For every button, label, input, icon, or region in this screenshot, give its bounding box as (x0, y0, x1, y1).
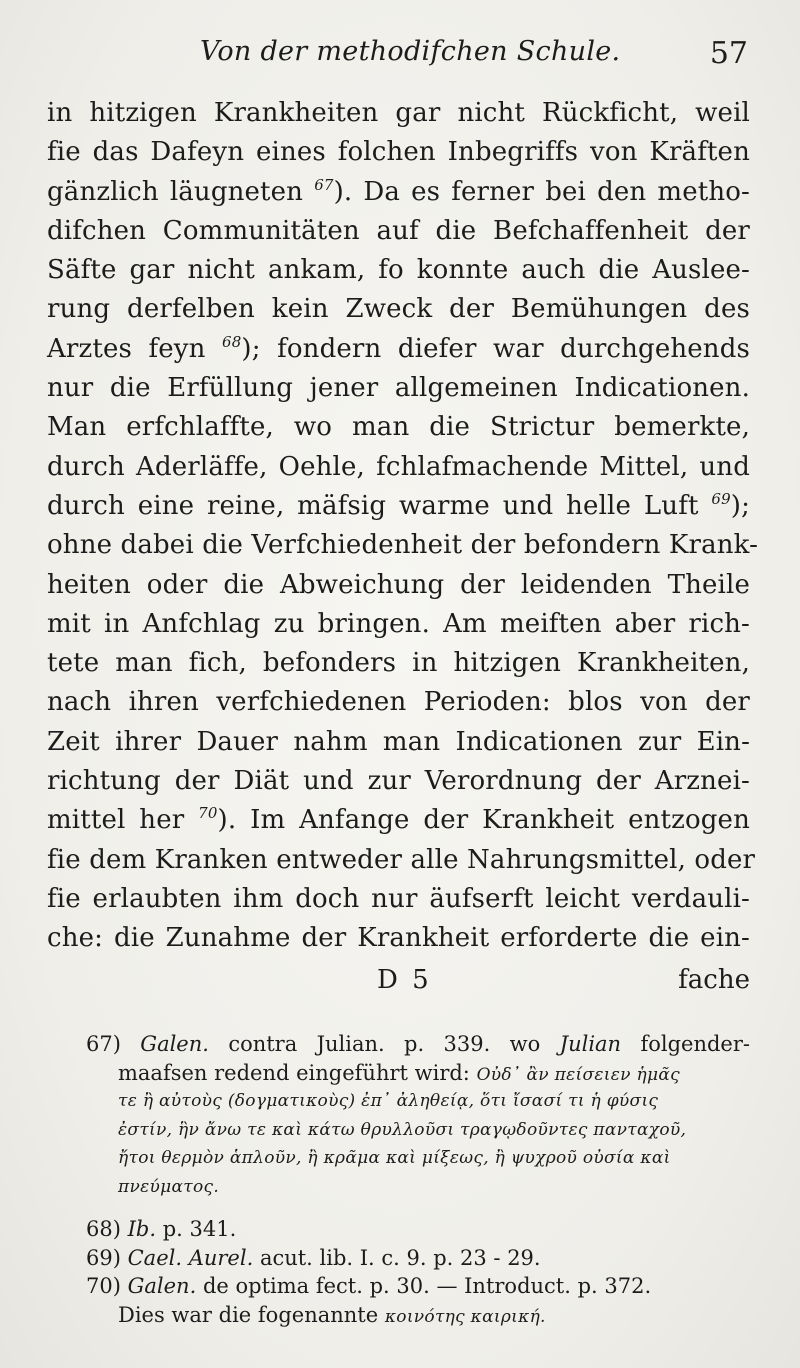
footnote-67: 67) Galen. contra Julian. p. 339. wo Julian folgender- (86, 1032, 750, 1056)
page-header (200, 36, 748, 86)
signature-row (47, 960, 750, 1000)
footnote-ref: 68 (222, 332, 242, 351)
text-line: difchen Communitäten auf die Befchaffenheit der (47, 215, 750, 246)
text-line: mit in Anfchlag zu bringen. Am meiften aber rich- (47, 608, 750, 639)
text-line: durch eine reine, mäfsig warme und helle Luft $^{69}$); (47, 489, 750, 521)
catchword: fache (678, 965, 750, 995)
text-line: richtung der Diät und zur Verordnung der Arznei- (47, 766, 750, 797)
text-line: gänzlich läugneten $^{67}$). Da es ferner bei den metho- (47, 175, 750, 207)
text-line: Säfte gar nicht ankam, fo konnte auch die Auslee- (47, 255, 750, 286)
footnote-70: 70) Galen. de optima fect. p. 30. — Introduct. p. 372. (86, 1274, 652, 1298)
footnote-ref: 67 (314, 175, 334, 194)
text-line: rung derfelben kein Zweck der Bemühungen des (47, 294, 750, 325)
text-line: Zeit ihrer Dauer nahm man Indicationen zur Ein- (47, 726, 750, 757)
text-line: nach ihren verfchiedenen Perioden: blos von der (47, 687, 750, 718)
footnote-69: 69) Cael. Aurel. acut. lib. I. c. 9. p. 23 - 29. (86, 1245, 541, 1270)
footnote-ref: 69 (711, 489, 731, 508)
page-number: 57 (709, 36, 748, 71)
footnote-line: Dies war die fogenannte κοινότης καιρική. (118, 1302, 546, 1327)
footnote-greek-line: πνεύματος. (118, 1176, 220, 1197)
text-line: ohne dabei die Verfchiedenheit der befondern Krank- (47, 530, 759, 561)
text-line: Arztes feyn $^{68}$); fondern diefer war durchgehends (47, 332, 750, 364)
footnote-ref: 70 (198, 804, 218, 823)
text-line: fie erlaubten ihm doch nur äufserft leicht verdauli- (47, 883, 750, 914)
running-head: Von der methodifchen Schule. (200, 36, 621, 67)
footnote-greek-line: ἤτοι θερμὸν ἁπλοῦν, ἢ κρᾶμα καὶ μίξεως, ἢ ψυχροῦ οὐσία καὶ (118, 1148, 671, 1168)
signature-mark: D 5 (377, 965, 432, 995)
text-line: durch Aderläffe, Oehle, fchlafmachende Mittel, und (47, 451, 750, 482)
text-line: nur die Erfüllung jener allgemeinen Indicationen. (47, 373, 750, 404)
footnotes (86, 1030, 750, 1329)
text-line: in hitzigen Krankheiten gar nicht Rückficht, weil (47, 98, 750, 128)
footnote-greek-line: τε ἢ αὐτοὺς (δογματικοὺς) ἐπ᾽ ἀληθείᾳ, ὅτι ἴσασί τι ἡ φύσις (118, 1091, 659, 1111)
main-text (47, 94, 759, 959)
text-line: tete man fich, befonders in hitzigen Krankheiten, (47, 648, 750, 679)
text-line: heiten oder die Abweichung der leidenden Theile (47, 569, 750, 600)
text-line: fie das Dafeyn eines folchen Inbegriffs von Kräften (47, 137, 750, 168)
text-line: che: die Zunahme der Krankheit erforderte die ein- (47, 923, 750, 954)
footnote-68: 68) Ib. p. 341. (86, 1217, 237, 1241)
footnote-line: maafsen redend eingeführt wird: Οὐδ᾽ ἂν πείσειεν ἡμᾶς (118, 1060, 680, 1085)
text-line: Man erfchlaffte, wo man die Strictur bemerkte, (47, 412, 750, 443)
text-line: mittel her $^{70}$). Im Anfange der Krankheit entzogen (47, 804, 750, 836)
footnote-greek-line: ἐστίν, ἣν ἄνω τε καὶ κάτω θρυλλοῦσι τραγῳδοῦντες πανταχοῦ, (118, 1119, 687, 1140)
text-line: fie dem Kranken entweder alle Nahrungsmittel, oder (47, 844, 756, 875)
